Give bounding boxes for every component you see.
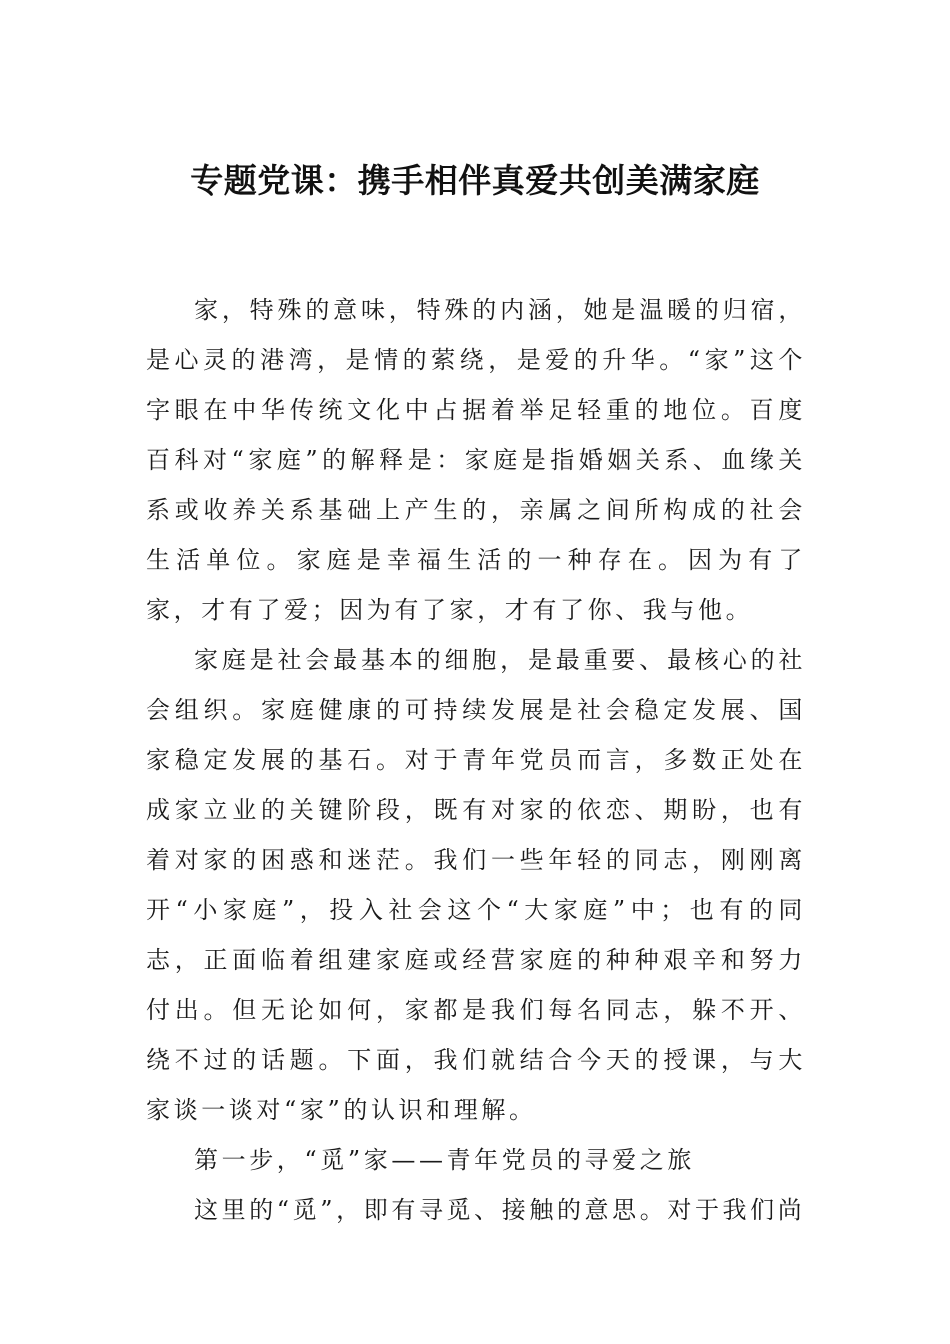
paragraph: 家庭是社会最基本的细胞，是最重要、最核心的社会组织。家庭健康的可持续发展是社会稳定发展、国家稳定发展的基石。对于青年党员而言，多数正处在成家立业的关键阶段，既有对家的依恋、期盼，也有着对家的困惑和迷茫。我们一些年轻的同志，刚刚离开“小家庭”，投入社会这个“大家庭”中；也有的同志，正面临着组建家庭或经营家庭的种种艰辛和努力付出。但无论如何，家都是我们每名同志，躲不开、绕不过的话题。下面，我们就结合今天的授课，与大家谈一谈对“家”的认识和理解。 — [146, 646, 806, 1124]
document-title: 专题党课：携手相伴真爱共创美满家庭 — [190, 161, 760, 200]
section-heading: 第一步，“觅”家——青年党员的寻爱之旅 — [194, 1146, 695, 1174]
paragraph: 这里的“觅”，即有寻觅、接触的意思。对于我们尚 — [194, 1196, 806, 1224]
paragraph: 家，特殊的意味，特殊的内涵，她是温暖的归宿，是心灵的港湾，是情的萦绕，是爱的升华。“家”这个字眼在中华传统文化中占据着举足轻重的地位。百度百科对“家庭”的解释是：家庭是指婚姻关系、血缘关系或收养关系基础上产生的，亲属之间所构成的社会生活单位。家庭是幸福生活的一种存在。因为有了家，才有了爱；因为有了家，才有了你、我与他。 — [146, 296, 806, 624]
document-body — [146, 285, 806, 1235]
